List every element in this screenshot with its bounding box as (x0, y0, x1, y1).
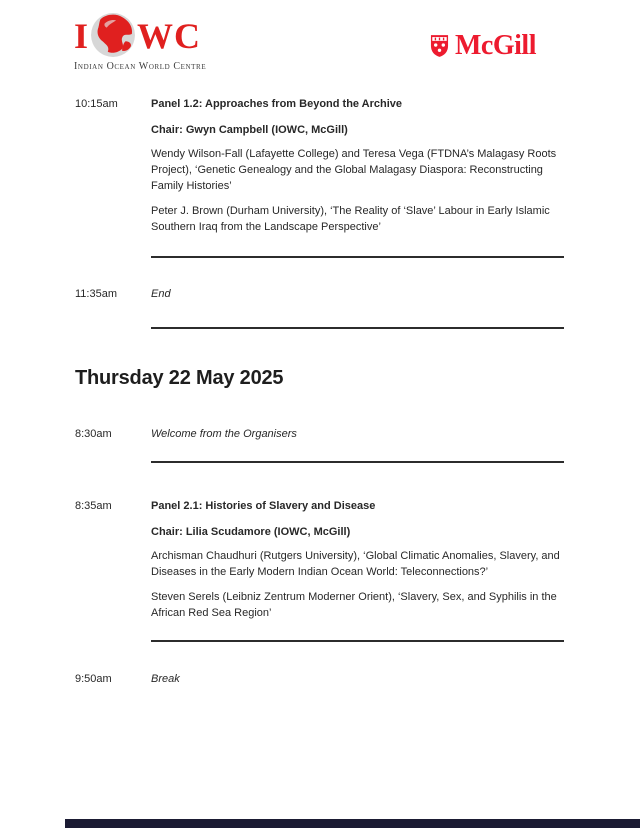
iowc-logo (74, 12, 210, 72)
mcgill-logo (430, 32, 536, 60)
section-divider (151, 327, 564, 329)
paper-entry: Steven Serels (Leibniz Zentrum Moderner Orient), ‘Slavery, Sex, and Syphilis in the African Red Sea Region’ (151, 591, 557, 619)
day-heading: Thursday 22 May 2025 (75, 367, 284, 389)
session-entry (75, 498, 566, 621)
iowc-wordmark (74, 12, 210, 60)
iowc-tagline: Indian Ocean World Centre (74, 61, 207, 72)
mcgill-shield-icon (430, 34, 449, 58)
session-content (151, 96, 566, 235)
section-divider (151, 256, 564, 258)
panel-title: Panel 2.1: Histories of Slavery and Disease (151, 500, 376, 512)
section-divider (151, 640, 564, 642)
note-label: Welcome from the Organisers (151, 428, 297, 440)
note-label: End (151, 288, 171, 300)
schedule (75, 96, 566, 687)
iowc-letters-wc: WC (137, 16, 202, 56)
session-time: 8:35am (75, 500, 112, 512)
panel-chair: Chair: Gwyn Campbell (IOWC, McGill) (151, 124, 348, 136)
schedule-note (75, 286, 566, 302)
mcgill-wordmark: McGill (455, 30, 536, 61)
session-entry (75, 96, 566, 235)
schedule-note (75, 426, 566, 442)
iowc-letter-i: I (74, 16, 89, 56)
section-divider (151, 461, 564, 463)
paper-entry: Peter J. Brown (Durham University), ‘The Reality of ‘Slave’ Labour in Early Islamic Southern Iraq from the Landscape Perspective’ (151, 205, 550, 233)
panel-title: Panel 1.2: Approaches from Beyond the Archive (151, 98, 403, 110)
note-time: 9:50am (75, 673, 112, 685)
note-time: 11:35am (75, 288, 117, 300)
next-page-band (65, 819, 640, 828)
schedule-note (75, 671, 566, 687)
globe-icon (90, 12, 136, 58)
note-label: Break (151, 673, 180, 685)
session-time: 10:15am (75, 98, 118, 110)
panel-chair: Chair: Lilia Scudamore (IOWC, McGill) (151, 526, 351, 538)
paper-entry: Archisman Chaudhuri (Rutgers University), ‘Global Climatic Anomalies, Slavery, and Diseases in the Early Modern Indian Ocean World: Teleconnections?’ (151, 550, 560, 578)
paper-entry: Wendy Wilson-Fall (Lafayette College) and Teresa Vega (FTDNA’s Malagasy Roots Project), ‘Genetic Genealogy and the Global Malagasy Diaspora: Reconstructing Family Histories’ (151, 148, 557, 192)
note-time: 8:30am (75, 428, 112, 440)
session-content (151, 498, 566, 621)
